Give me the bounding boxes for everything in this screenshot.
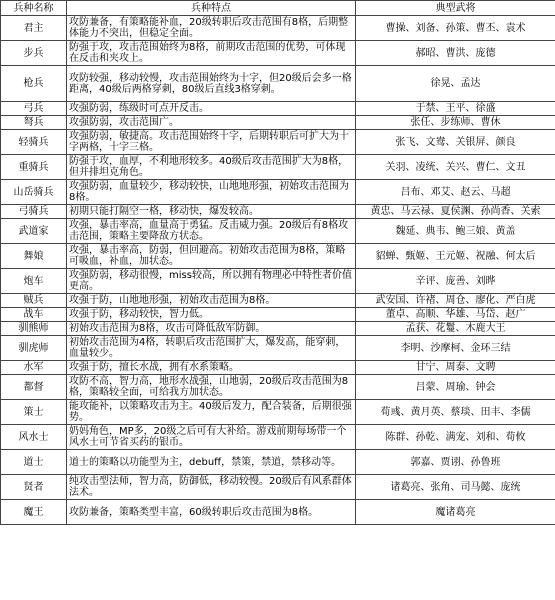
unit-feature-cell: 攻防兼备，有策略能补血，20级转职后攻击范围有8格，后期整体能力不突出，但稳定全面。: [67, 16, 356, 41]
unit-feature-cell: 攻强于防，山地地形强，初始攻击范围为8格。: [67, 294, 356, 308]
unit-feature-cell: 攻强防弱，移动很慢，miss较高，所以拥有物理必中特性者价值更高。: [67, 269, 356, 294]
table-row: [1, 269, 555, 294]
table-row: [1, 130, 555, 155]
unit-name-cell: 驯虎师: [1, 336, 67, 361]
unit-feature-cell: 攻防较强，移动较慢，攻击范围始终为十字，但20级后会多一格距离，40级后两格穿刺，80级后直线3格穿刺。: [67, 66, 356, 102]
unit-feature-cell: 攻强于防，擅长水战，拥有水系策略。: [67, 361, 356, 375]
unit-generals-cell: 甘宁、周泰、文聘: [356, 361, 555, 375]
unit-generals-cell: 董卓、高顺、华雄、马岱、赵广: [356, 308, 555, 322]
unit-generals-cell: 郭嘉、贾诩、孙鲁班: [356, 450, 555, 475]
table-row: [1, 294, 555, 308]
unit-feature-cell: 攻强于防，移动较快，智力低。: [67, 308, 356, 322]
unit-name-cell: 轻骑兵: [1, 130, 67, 155]
unit-generals-cell: 貂蝉、甄姬、王元姬、祝融、何太后: [356, 244, 555, 269]
unit-generals-cell: 孟获、花鬘、木鹿大王: [356, 322, 555, 336]
unit-name-cell: 炮车: [1, 269, 67, 294]
unit-name-cell: 弓兵: [1, 102, 67, 116]
table-row: [1, 180, 555, 205]
unit-generals-cell: 张任、步练师、曹休: [356, 116, 555, 130]
table-row: [1, 155, 555, 180]
unit-name-cell: 贤者: [1, 475, 67, 500]
unit-name-cell: 驯熊师: [1, 322, 67, 336]
unit-generals-cell: 荀彧、黄月英、蔡琰、田丰、李儒: [356, 400, 555, 425]
unit-name-cell: 道士: [1, 450, 67, 475]
unit-generals-cell: 曹操、刘备、孙策、曹丕、袁术: [356, 16, 555, 41]
unit-name-cell: 舞娘: [1, 244, 67, 269]
unit-feature-cell: 防强于攻，攻击范围始终为8格，前期攻击范围的优势，可体现在反击和夹攻上。: [67, 41, 356, 66]
unit-generals-cell: 辛评、庞善、刘晔: [356, 269, 555, 294]
unit-name-cell: 策士: [1, 400, 67, 425]
table-row: [1, 16, 555, 41]
table-row: [1, 308, 555, 322]
unit-generals-cell: 徐晃、孟达: [356, 66, 555, 102]
table-row: [1, 500, 555, 525]
table-row: [1, 322, 555, 336]
unit-generals-cell: 于禁、王平、徐盛: [356, 102, 555, 116]
header-row: [1, 1, 555, 16]
table-row: [1, 425, 555, 450]
unit-name-cell: 贼兵: [1, 294, 67, 308]
unit-feature-cell: 攻强，暴击率高，防弱，但回避高。初始攻击范围为8格，策略可吸血，补血，加状态。: [67, 244, 356, 269]
unit-feature-cell: 攻强，暴击率高，血量高于勇猛。反击威力强。20级后有8格攻击范围，策略主要降敌方状态。: [67, 219, 356, 244]
unit-generals-cell: 李明、沙摩柯、金环三结: [356, 336, 555, 361]
table-row: [1, 450, 555, 475]
unit-name-cell: 重骑兵: [1, 155, 67, 180]
unit-feature-cell: 攻强防弱，攻击范围广。: [67, 116, 356, 130]
unit-feature-cell: 攻强防弱，血量较少，移动较快，山地地形强，初始攻击范围为8格。: [67, 180, 356, 205]
unit-name-cell: 君主: [1, 16, 67, 41]
unit-name-cell: 都督: [1, 375, 67, 400]
unit-feature-cell: 奶妈角色，MP多，20级之后可有大补给。游戏前期每场带一个风水士可节省买药的银币。: [67, 425, 356, 450]
table-row: [1, 244, 555, 269]
table-row: [1, 102, 555, 116]
table-row: [1, 375, 555, 400]
table-row: [1, 361, 555, 375]
unit-name-cell: 水军: [1, 361, 67, 375]
unit-generals-cell: 郝昭、曹洪、庞德: [356, 41, 555, 66]
unit-name-cell: 战车: [1, 308, 67, 322]
header-unit-features: 兵种特点: [67, 1, 356, 16]
unit-generals-cell: 吕布、邓艾、赵云、马超: [356, 180, 555, 205]
unit-name-cell: 枪兵: [1, 66, 67, 102]
unit-generals-cell: 吕蒙、周瑜、钟会: [356, 375, 555, 400]
unit-generals-cell: 武安国、许褚、周仓、廖化、严白虎: [356, 294, 555, 308]
unit-feature-cell: 攻强防弱，练级时可点开反击。: [67, 102, 356, 116]
unit-name-cell: 魔王: [1, 500, 67, 525]
unit-generals-cell: 魏延、典韦、鲍三娘、黄盖: [356, 219, 555, 244]
unit-name-cell: 风水士: [1, 425, 67, 450]
unit-generals-cell: 张飞、文鸯、关银屏、颜良: [356, 130, 555, 155]
table-row: [1, 66, 555, 102]
unit-feature-cell: 初始攻击范围为8格，攻击可降低敌军防御。: [67, 322, 356, 336]
unit-feature-cell: 初始攻击范围为4格，转职后攻击范围扩大，爆发高，能穿刺，血量较少。: [67, 336, 356, 361]
unit-name-cell: 弩兵: [1, 116, 67, 130]
unit-feature-cell: 攻防不高，智力高，地形水战强，山地弱，20级后攻击范围为8格，策略较全面，可给我方加状态。: [67, 375, 356, 400]
unit-generals-cell: 诸葛亮、张角、司马懿、庞统: [356, 475, 555, 500]
unit-feature-cell: 能攻能补，以策略攻击为主。40级后发力，配合装备，后期很强势。: [67, 400, 356, 425]
unit-generals-cell: 魔诸葛亮: [356, 500, 555, 525]
unit-generals-cell: 关羽、凌统、关兴、曹仁、文丑: [356, 155, 555, 180]
table-row: [1, 400, 555, 425]
unit-feature-cell: 初期只能打隔空一格，移动快，爆发较高。: [67, 205, 356, 219]
unit-name-cell: 武道家: [1, 219, 67, 244]
unit-feature-cell: 纯攻击型法师，智力高，防御低，移动较慢。20级后有风系群体法术。: [67, 475, 356, 500]
table-row: [1, 219, 555, 244]
table-row: [1, 336, 555, 361]
unit-name-cell: 山岳骑兵: [1, 180, 67, 205]
unit-feature-cell: 防强于攻，血厚，不利地形较多。40级后攻击范围扩大为8格，但并排坦克角色。: [67, 155, 356, 180]
unit-name-cell: 步兵: [1, 41, 67, 66]
unit-feature-cell: 攻强防弱，敏捷高。攻击范围始终十字，后期转职后可扩大为十字两格，十字三格。: [67, 130, 356, 155]
table-row: [1, 116, 555, 130]
table-row: [1, 41, 555, 66]
unit-feature-cell: 道士的策略以功能型为主，debuff，禁策，禁道，禁移动等。: [67, 450, 356, 475]
unit-generals-cell: 黄忠、马云禄、夏侯渊、孙尚香、关索: [356, 205, 555, 219]
unit-name-cell: 弓骑兵: [1, 205, 67, 219]
unit-feature-cell: 攻防兼备，策略类型丰富，60级转职后攻击范围为8格。: [67, 500, 356, 525]
table-row: [1, 475, 555, 500]
header-typical-generals: 典型武将: [356, 1, 555, 16]
table-row: [1, 205, 555, 219]
unit-generals-cell: 陈群、孙乾、满宠、刘和、荀攸: [356, 425, 555, 450]
header-unit-name: 兵种名称: [1, 1, 67, 16]
